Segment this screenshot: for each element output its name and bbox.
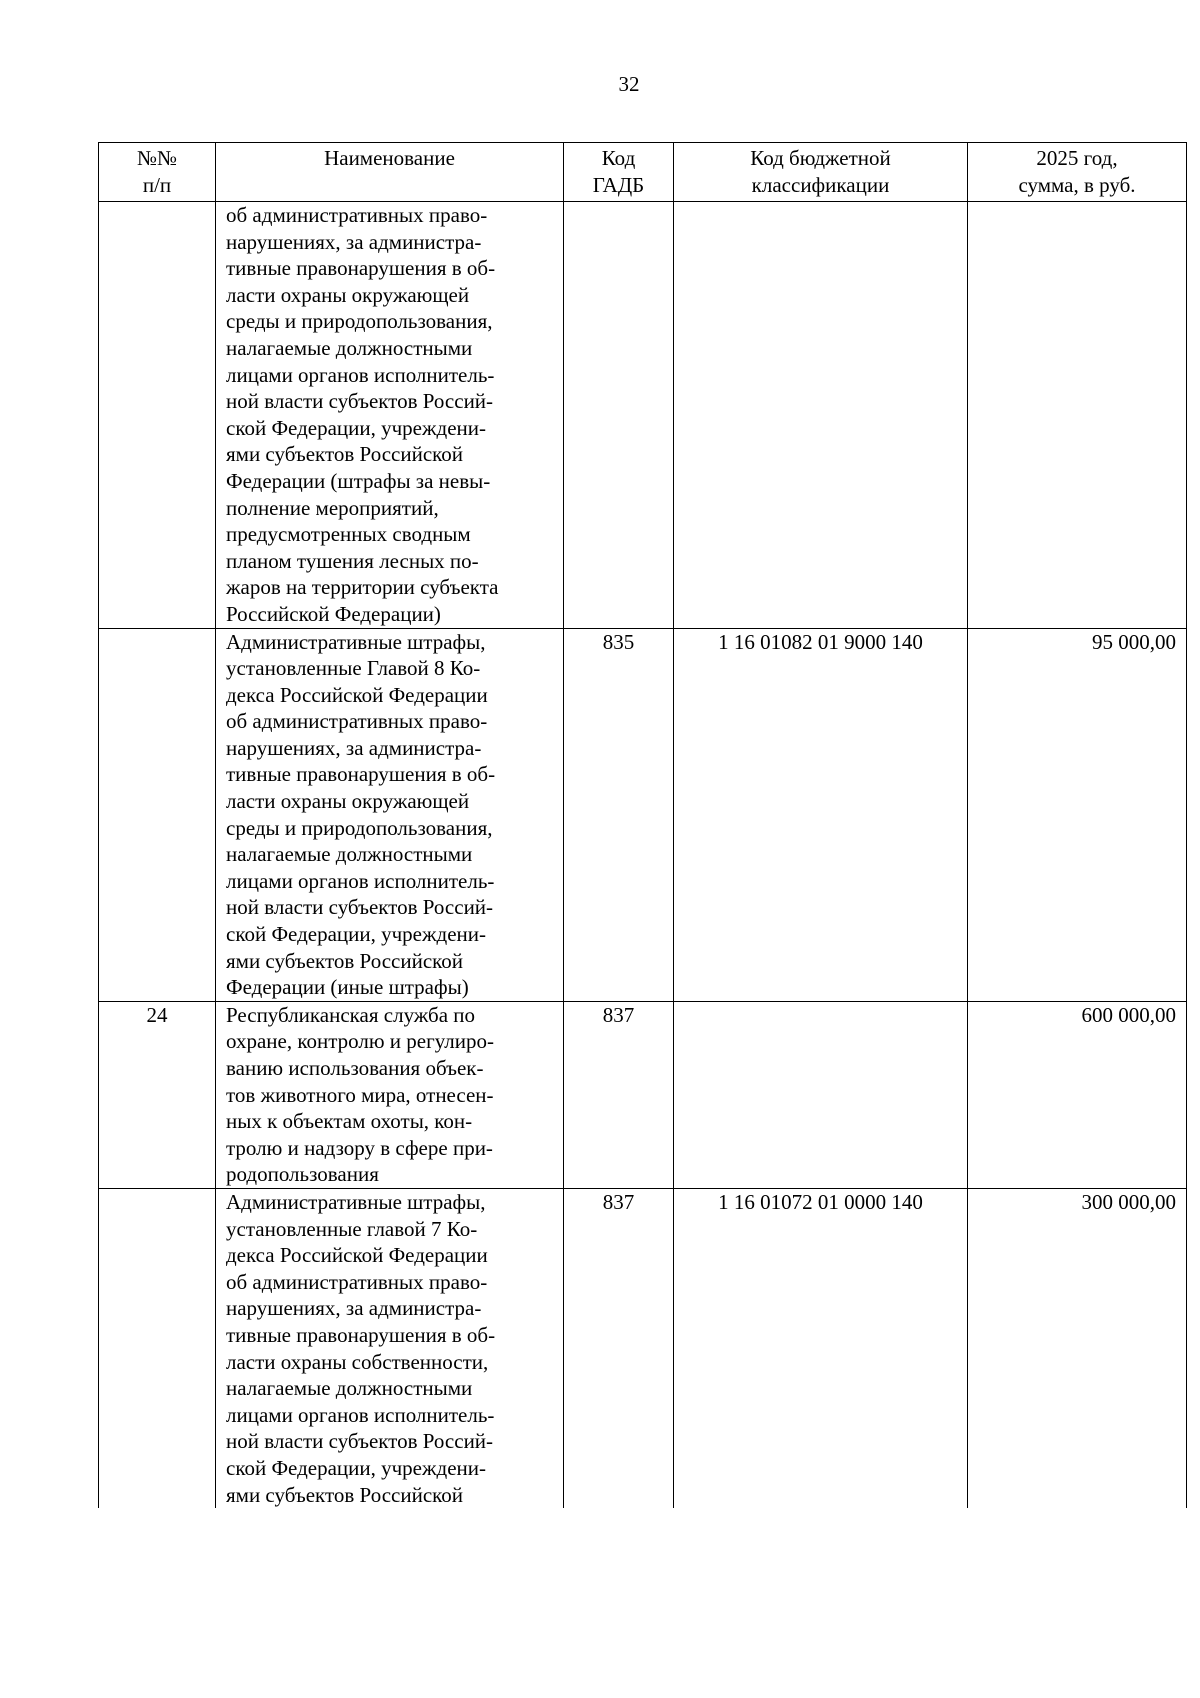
row-name-line: Российской Федерации) — [226, 601, 441, 626]
row-name-cell — [216, 202, 564, 629]
row-name-line: нарушениях, за администра- — [226, 229, 482, 254]
row-name-line: полнение мероприятий, — [226, 495, 439, 520]
row-name-line: планом тушения лесных по- — [226, 548, 479, 573]
row-kbk-cell: 1 16 01082 01 9000 140 — [674, 628, 968, 1001]
page-number: 32 — [618, 72, 640, 96]
row-sum-cell: 95 000,00 — [968, 628, 1187, 1001]
row-number-cell — [99, 202, 216, 629]
row-name-line: Федерации (штрафы за невы- — [226, 468, 491, 493]
header-gadb-line: ГАДБ — [592, 173, 645, 197]
row-name-line: установленные Главой 8 Ко- — [226, 656, 481, 681]
row-name-line: ласти охраны окружающей — [226, 789, 470, 814]
row-name-line: налагаемые должностными — [226, 1376, 473, 1401]
row-name-line: ями субъектов Российской — [226, 948, 464, 973]
header-kbk-line: классификации — [751, 173, 890, 197]
row-number-cell — [99, 1188, 216, 1508]
table-body — [99, 202, 1187, 1509]
row-kbk-cell — [674, 1001, 968, 1188]
row-gadb-cell: 837 — [564, 1188, 674, 1508]
header-sum-line: 2025 год, — [1036, 146, 1118, 170]
row-name-line: Административные штрафы, — [226, 1189, 486, 1214]
row-name-line: ной власти субъектов Россий- — [226, 389, 494, 414]
row-sum-cell: 600 000,00 — [968, 1001, 1187, 1188]
row-name-line: нарушениях, за администра- — [226, 1296, 482, 1321]
row-name-line: ской Федерации, учреждени- — [226, 922, 486, 947]
row-name-line: охране, контролю и регулиро- — [226, 1029, 495, 1054]
row-kbk-cell — [674, 202, 968, 629]
header-sum-line: сумма, в руб. — [1018, 173, 1136, 197]
table-row — [99, 628, 1187, 1001]
row-name-line: среды и природопользования, — [226, 309, 493, 334]
row-name-line: ской Федерации, учреждени- — [226, 415, 486, 440]
header-name — [216, 143, 564, 202]
table-row — [99, 1001, 1187, 1188]
header-num — [99, 143, 216, 202]
header-name-line: Наименование — [324, 146, 455, 170]
row-name-line: ной власти субъектов Россий- — [226, 895, 494, 920]
row-name-line: лицами органов исполнитель- — [226, 868, 495, 893]
header-kbk-line: Код бюджетной — [750, 146, 891, 170]
row-name-line: Административные штрафы, — [226, 629, 486, 654]
table-row — [99, 1188, 1187, 1508]
row-name-line: родопользования — [226, 1162, 379, 1187]
row-name-line: предусмотренных сводным — [226, 522, 471, 547]
row-number-cell — [99, 628, 216, 1001]
header-num-line: №№ — [136, 146, 178, 170]
row-name-line: ванию использования объек- — [226, 1056, 484, 1080]
row-gadb-cell: 835 — [564, 628, 674, 1001]
row-name-cell — [216, 628, 564, 1001]
row-name-line: ласти охраны окружающей — [226, 282, 470, 307]
row-name-line: об административных право- — [226, 709, 488, 734]
row-name-line: ями субъектов Российской — [226, 442, 464, 467]
row-name-line: ласти охраны собственности, — [226, 1349, 489, 1374]
row-name-line: установленные главой 7 Ко- — [226, 1216, 478, 1241]
row-name-cell — [216, 1001, 564, 1188]
row-name-line: Республиканская служба по — [226, 1002, 476, 1027]
row-name-line: Федерации (иные штрафы) — [226, 975, 469, 1000]
row-name-line: об административных право- — [226, 203, 488, 227]
row-name-line: ской Федерации, учреждени- — [226, 1455, 486, 1480]
row-name-line: ями субъектов Российской — [226, 1482, 464, 1507]
row-name-line: тов животного мира, отнесен- — [226, 1082, 494, 1107]
row-name-line: нарушениях, за администра- — [226, 735, 482, 760]
row-number-cell: 24 — [99, 1001, 216, 1188]
budget-table — [98, 142, 1187, 1508]
row-name-line: декса Российской Федерации — [226, 682, 488, 707]
row-name-line: среды и природопользования, — [226, 815, 493, 840]
row-name-line: тивные правонарушения в об- — [226, 1322, 496, 1347]
table-header-row — [99, 143, 1187, 202]
row-name-line: тролю и надзору в сфере при- — [226, 1135, 493, 1160]
header-num-line: п/п — [142, 173, 172, 197]
row-name-line: лицами органов исполнитель- — [226, 1402, 495, 1427]
row-name-line: тивные правонарушения в об- — [226, 762, 496, 787]
row-gadb-cell: 837 — [564, 1001, 674, 1188]
row-name-line: декса Российской Федерации — [226, 1243, 488, 1268]
row-name-line: налагаемые должностными — [226, 335, 473, 360]
row-name-line: об административных право- — [226, 1269, 488, 1294]
row-kbk-cell: 1 16 01072 01 0000 140 — [674, 1188, 968, 1508]
row-name-line: тивные правонарушения в об- — [226, 256, 496, 281]
row-gadb-cell — [564, 202, 674, 629]
header-kbk — [674, 143, 968, 202]
row-sum-cell: 300 000,00 — [968, 1188, 1187, 1508]
row-name-cell — [216, 1188, 564, 1508]
row-name-line: ных к объектам охоты, кон- — [226, 1109, 473, 1134]
table-row — [99, 202, 1187, 629]
header-sum — [968, 143, 1187, 202]
row-name-line: налагаемые должностными — [226, 842, 473, 867]
row-sum-cell — [968, 202, 1187, 629]
header-gadb — [564, 143, 674, 202]
row-name-line: лицами органов исполнитель- — [226, 362, 495, 387]
row-name-line: ной власти субъектов Россий- — [226, 1429, 494, 1454]
row-name-line: жаров на территории субъекта — [226, 575, 499, 600]
header-gadb-line: Код — [601, 146, 636, 170]
